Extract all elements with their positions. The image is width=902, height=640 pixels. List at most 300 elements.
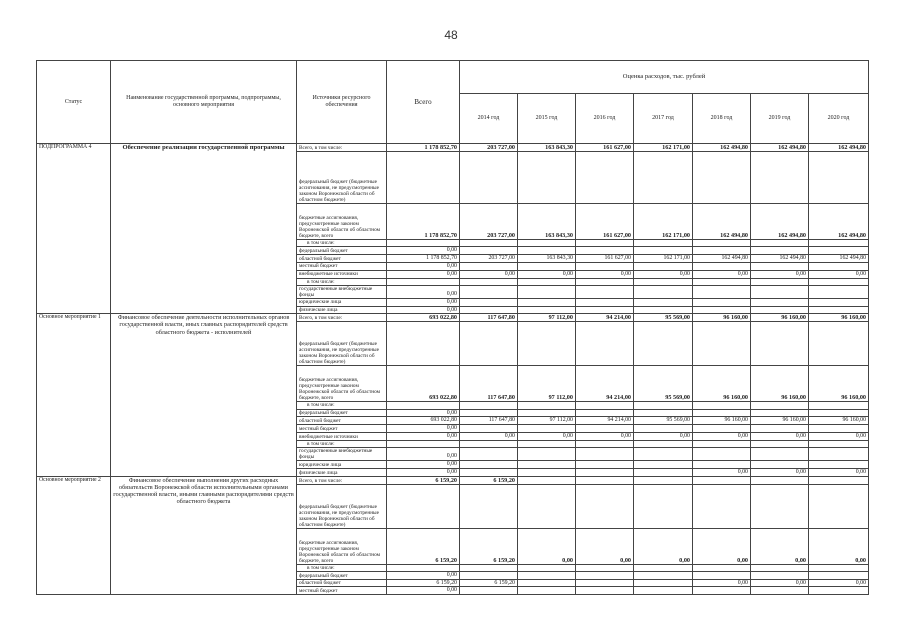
row-year-value: 0,00	[809, 432, 869, 440]
row-year-value: 0,00	[693, 432, 751, 440]
row-year-value	[576, 440, 634, 447]
row-total: 6 159,20	[387, 579, 460, 587]
row-year-value	[751, 322, 809, 366]
table-row	[37, 314, 869, 322]
row-year-value: 0,00	[809, 579, 869, 587]
row-total	[387, 322, 460, 366]
row-source: внебюджетные источники	[297, 270, 387, 278]
row-total: 0,00	[387, 409, 460, 417]
row-year-value: 95 569,00	[634, 417, 693, 425]
row-total	[387, 440, 460, 447]
row-year-value	[576, 484, 634, 528]
row-year-value: 96 160,00	[693, 314, 751, 322]
row-year-value	[576, 579, 634, 587]
row-year-value: 162 171,00	[634, 254, 693, 262]
row-status: Основное мероприятие 2	[37, 476, 111, 595]
row-program-name: Финансовое обеспечение деятельности исполнительных органов государственной власти, иных главных распорядителей средств областного бюджета - исполнителей	[111, 314, 297, 476]
row-year-value: 97 112,00	[518, 366, 576, 402]
row-year-value: 0,00	[576, 432, 634, 440]
row-year-value	[634, 306, 693, 314]
row-source: местный бюджет	[297, 262, 387, 270]
row-year-value	[751, 447, 809, 460]
row-year-value: 0,00	[751, 270, 809, 278]
row-year-value	[634, 240, 693, 247]
header-year: 2018 год	[693, 93, 751, 143]
row-source: юридические лица	[297, 298, 387, 306]
row-year-value: 0,00	[518, 528, 576, 564]
row-year-value	[751, 564, 809, 571]
row-year-value	[518, 440, 576, 447]
row-year-value	[518, 461, 576, 469]
row-year-value	[751, 476, 809, 484]
row-year-value	[518, 247, 576, 255]
row-year-value	[460, 298, 518, 306]
row-year-value: 96 160,00	[693, 417, 751, 425]
row-year-value	[576, 306, 634, 314]
row-source: государственные внебюджетные фонды	[297, 447, 387, 460]
row-year-value	[460, 278, 518, 285]
row-year-value: 0,00	[809, 270, 869, 278]
row-year-value: 0,00	[693, 468, 751, 476]
row-year-value	[576, 278, 634, 285]
row-source: федеральный бюджет (бюджетные ассигнования, не предусмотренные законом Воронежской области об областном бюджете)	[297, 152, 387, 204]
row-year-value	[460, 468, 518, 476]
row-year-value	[518, 306, 576, 314]
row-year-value	[518, 564, 576, 571]
row-year-value	[460, 484, 518, 528]
row-year-value	[809, 425, 869, 433]
row-year-value: 162 494,80	[809, 144, 869, 152]
row-total: 693 022,80	[387, 314, 460, 322]
row-year-value: 162 494,80	[809, 204, 869, 240]
row-total: 0,00	[387, 270, 460, 278]
row-year-value	[809, 564, 869, 571]
row-year-value: 117 647,80	[460, 314, 518, 322]
row-year-value	[634, 484, 693, 528]
row-source: федеральный бюджет (бюджетные ассигнования, не предусмотренные законом Воронежской области об областном бюджете)	[297, 484, 387, 528]
row-year-value: 94 214,00	[576, 366, 634, 402]
row-year-value	[634, 447, 693, 460]
row-total	[387, 278, 460, 285]
row-year-value	[809, 484, 869, 528]
row-year-value: 0,00	[751, 528, 809, 564]
row-year-value	[518, 322, 576, 366]
row-year-value	[693, 440, 751, 447]
row-year-value	[634, 564, 693, 571]
row-year-value	[634, 278, 693, 285]
row-total: 0,00	[387, 285, 460, 298]
row-year-value: 163 843,30	[518, 204, 576, 240]
row-year-value	[518, 579, 576, 587]
row-source: в том числе:	[297, 240, 387, 247]
row-year-value	[693, 447, 751, 460]
header-status: Статус	[37, 61, 111, 144]
row-year-value: 96 160,00	[809, 366, 869, 402]
row-source: областной бюджет	[297, 254, 387, 262]
row-source: федеральный бюджет	[297, 247, 387, 255]
row-source: местный бюджет	[297, 587, 387, 595]
row-year-value	[751, 152, 809, 204]
row-year-value: 203 727,00	[460, 204, 518, 240]
row-year-value	[634, 409, 693, 417]
row-total: 0,00	[387, 571, 460, 579]
row-source: в том числе:	[297, 440, 387, 447]
row-year-value	[751, 285, 809, 298]
row-year-value	[634, 476, 693, 484]
row-total: 1 178 852,70	[387, 204, 460, 240]
row-year-value	[460, 306, 518, 314]
table-row	[37, 144, 869, 152]
row-year-value: 0,00	[634, 528, 693, 564]
row-year-value	[576, 425, 634, 433]
row-year-value: 0,00	[751, 468, 809, 476]
row-year-value	[751, 278, 809, 285]
row-total: 0,00	[387, 298, 460, 306]
row-year-value	[634, 152, 693, 204]
row-year-value	[518, 152, 576, 204]
row-year-value	[518, 468, 576, 476]
row-year-value	[809, 402, 869, 409]
row-year-value: 162 494,80	[751, 144, 809, 152]
header-year: 2015 год	[518, 93, 576, 143]
row-total: 0,00	[387, 587, 460, 595]
row-total: 0,00	[387, 306, 460, 314]
row-year-value	[751, 402, 809, 409]
row-year-value	[460, 247, 518, 255]
row-year-value	[576, 285, 634, 298]
page-number: 48	[444, 28, 458, 42]
row-source: внебюджетные источники	[297, 432, 387, 440]
row-year-value	[460, 262, 518, 270]
row-year-value	[809, 409, 869, 417]
row-year-value: 161 627,00	[576, 254, 634, 262]
row-year-value	[751, 571, 809, 579]
row-source: физические лица	[297, 468, 387, 476]
row-year-value: 95 569,00	[634, 314, 693, 322]
row-year-value	[460, 461, 518, 469]
row-year-value	[576, 322, 634, 366]
row-source: в том числе:	[297, 564, 387, 571]
row-year-value	[809, 298, 869, 306]
row-year-value: 0,00	[693, 270, 751, 278]
row-year-value	[751, 461, 809, 469]
row-source: юридические лица	[297, 461, 387, 469]
table-row	[37, 476, 869, 484]
row-total: 693 022,80	[387, 366, 460, 402]
row-year-value	[809, 447, 869, 460]
row-year-value	[460, 425, 518, 433]
row-year-value	[518, 587, 576, 595]
row-year-value	[460, 285, 518, 298]
row-year-value: 0,00	[634, 432, 693, 440]
row-year-value	[576, 468, 634, 476]
row-program-name: Финансовое обеспечение выполнения других расходных обязательств Воронежской области исполнительными органами государственной власти, иными главными распорядителями средств областного бюджета	[111, 476, 297, 595]
row-year-value: 0,00	[576, 528, 634, 564]
row-year-value	[693, 152, 751, 204]
row-year-value: 0,00	[576, 270, 634, 278]
row-year-value	[518, 409, 576, 417]
row-year-value	[518, 484, 576, 528]
row-year-value	[693, 564, 751, 571]
row-year-value	[634, 285, 693, 298]
row-year-value	[809, 285, 869, 298]
row-year-value	[751, 306, 809, 314]
row-year-value	[576, 476, 634, 484]
row-year-value	[576, 240, 634, 247]
row-source: в том числе:	[297, 402, 387, 409]
row-year-value	[518, 425, 576, 433]
row-year-value	[634, 402, 693, 409]
row-year-value: 161 627,00	[576, 204, 634, 240]
header-year: 2019 год	[751, 93, 809, 143]
row-year-value	[576, 262, 634, 270]
row-source: бюджетные ассигнования, предусмотренные законом Воронежской области об областном бюджете, всего	[297, 528, 387, 564]
row-year-value	[634, 468, 693, 476]
row-year-value	[576, 409, 634, 417]
row-year-value	[809, 571, 869, 579]
row-year-value	[576, 447, 634, 460]
row-year-value: 163 843,30	[518, 254, 576, 262]
row-year-value: 0,00	[518, 432, 576, 440]
row-status: Основное мероприятие 1	[37, 314, 111, 476]
row-year-value: 94 214,00	[576, 417, 634, 425]
row-total: 6 159,20	[387, 476, 460, 484]
row-year-value	[751, 440, 809, 447]
row-year-value	[634, 571, 693, 579]
row-year-value	[693, 587, 751, 595]
row-year-value	[693, 262, 751, 270]
row-year-value	[634, 262, 693, 270]
row-year-value	[576, 564, 634, 571]
row-year-value: 162 171,00	[634, 204, 693, 240]
row-year-value	[634, 579, 693, 587]
row-year-value	[693, 298, 751, 306]
row-year-value: 96 160,00	[809, 417, 869, 425]
row-year-value	[460, 409, 518, 417]
row-year-value	[576, 152, 634, 204]
row-year-value	[693, 285, 751, 298]
row-year-value: 97 112,00	[518, 417, 576, 425]
row-year-value: 203 727,00	[460, 144, 518, 152]
row-year-value: 96 160,00	[809, 314, 869, 322]
row-year-value	[518, 240, 576, 247]
row-year-value	[751, 425, 809, 433]
row-year-value	[576, 402, 634, 409]
row-year-value	[518, 476, 576, 484]
header-year: 2017 год	[634, 93, 693, 143]
row-year-value: 94 214,00	[576, 314, 634, 322]
row-total: 693 022,80	[387, 417, 460, 425]
row-total	[387, 152, 460, 204]
row-year-value: 0,00	[693, 579, 751, 587]
row-year-value	[751, 298, 809, 306]
row-year-value	[460, 402, 518, 409]
row-year-value	[809, 306, 869, 314]
header-year: 2020 год	[809, 93, 869, 143]
row-year-value	[518, 298, 576, 306]
row-year-value	[693, 322, 751, 366]
row-year-value: 0,00	[634, 270, 693, 278]
row-source: областной бюджет	[297, 417, 387, 425]
header-year: 2014 год	[460, 93, 518, 143]
row-year-value	[809, 262, 869, 270]
row-total: 0,00	[387, 461, 460, 469]
row-year-value	[634, 298, 693, 306]
row-year-value: 203 727,00	[460, 254, 518, 262]
row-year-value	[576, 461, 634, 469]
row-total: 0,00	[387, 447, 460, 460]
row-year-value	[693, 409, 751, 417]
row-year-value	[751, 409, 809, 417]
row-year-value	[518, 285, 576, 298]
row-source: бюджетные ассигнования, предусмотренные законом Воронежской области об областном бюджете, всего	[297, 366, 387, 402]
row-year-value: 0,00	[460, 432, 518, 440]
row-year-value	[751, 262, 809, 270]
row-year-value	[576, 571, 634, 579]
row-year-value	[809, 461, 869, 469]
row-source: федеральный бюджет	[297, 409, 387, 417]
row-year-value	[518, 447, 576, 460]
budget-table	[36, 60, 869, 595]
row-year-value: 96 160,00	[751, 366, 809, 402]
row-year-value	[693, 306, 751, 314]
row-source: федеральный бюджет	[297, 571, 387, 579]
row-year-value	[460, 571, 518, 579]
row-year-value	[809, 240, 869, 247]
row-year-value	[576, 298, 634, 306]
row-source: местный бюджет	[297, 425, 387, 433]
row-year-value	[693, 247, 751, 255]
row-status: ПОДПРОГРАММА 4	[37, 144, 111, 314]
row-source: федеральный бюджет (бюджетные ассигнования, не предусмотренные законом Воронежской области об областном бюджете)	[297, 322, 387, 366]
row-year-value	[809, 152, 869, 204]
row-source: Всего, в том числе:	[297, 144, 387, 152]
row-year-value: 95 569,00	[634, 366, 693, 402]
row-year-value: 6 159,20	[460, 476, 518, 484]
row-source: Всего, в том числе:	[297, 476, 387, 484]
row-year-value	[576, 247, 634, 255]
row-year-value	[809, 278, 869, 285]
row-year-value: 96 160,00	[693, 366, 751, 402]
row-program-name: Обеспечение реализации государственной программы	[111, 144, 297, 314]
row-year-value: 0,00	[809, 468, 869, 476]
row-year-value	[460, 322, 518, 366]
row-year-value: 163 843,30	[518, 144, 576, 152]
row-total	[387, 240, 460, 247]
row-year-value	[634, 461, 693, 469]
row-year-value: 97 112,00	[518, 314, 576, 322]
row-year-value	[693, 476, 751, 484]
row-year-value: 162 494,80	[809, 254, 869, 262]
row-year-value	[460, 587, 518, 595]
row-year-value	[693, 571, 751, 579]
row-year-value	[693, 240, 751, 247]
row-total: 0,00	[387, 425, 460, 433]
row-year-value: 0,00	[518, 270, 576, 278]
row-year-value	[751, 484, 809, 528]
row-year-value	[693, 278, 751, 285]
row-total: 1 178 852,70	[387, 144, 460, 152]
header-total: Всего	[387, 61, 460, 144]
row-year-value: 0,00	[751, 432, 809, 440]
row-year-value	[751, 587, 809, 595]
row-year-value	[460, 447, 518, 460]
row-year-value: 0,00	[751, 579, 809, 587]
row-year-value: 6 159,20	[460, 528, 518, 564]
row-year-value: 162 494,80	[751, 254, 809, 262]
row-year-value: 162 494,80	[693, 144, 751, 152]
row-year-value	[460, 564, 518, 571]
row-year-value	[634, 247, 693, 255]
row-year-value	[809, 322, 869, 366]
row-year-value: 0,00	[693, 528, 751, 564]
row-total	[387, 484, 460, 528]
row-total: 0,00	[387, 468, 460, 476]
row-total: 0,00	[387, 247, 460, 255]
row-year-value	[693, 461, 751, 469]
row-year-value	[693, 425, 751, 433]
row-year-value: 6 159,20	[460, 579, 518, 587]
row-year-value: 96 160,00	[751, 417, 809, 425]
row-year-value	[751, 240, 809, 247]
row-total: 0,00	[387, 262, 460, 270]
row-year-value: 0,00	[460, 270, 518, 278]
table-body	[37, 144, 869, 595]
row-year-value	[634, 425, 693, 433]
row-total: 6 159,20	[387, 528, 460, 564]
row-year-value	[518, 402, 576, 409]
row-year-value	[518, 262, 576, 270]
row-year-value: 117 647,80	[460, 417, 518, 425]
row-total	[387, 402, 460, 409]
row-source: государственные внебюджетные фонды	[297, 285, 387, 298]
row-source: бюджетные ассигнования, предусмотренные законом Воронежской области об областном бюджете, всего	[297, 204, 387, 240]
row-year-value	[460, 152, 518, 204]
row-source: в том числе:	[297, 278, 387, 285]
row-year-value: 161 627,00	[576, 144, 634, 152]
row-source: областной бюджет	[297, 579, 387, 587]
row-year-value	[693, 402, 751, 409]
row-year-value: 162 494,80	[693, 254, 751, 262]
row-source: физические лица	[297, 306, 387, 314]
row-source: Всего, в том числе:	[297, 314, 387, 322]
row-year-value: 162 494,80	[693, 204, 751, 240]
row-total: 1 178 852,70	[387, 254, 460, 262]
row-year-value	[809, 587, 869, 595]
row-year-value	[576, 587, 634, 595]
row-year-value	[634, 587, 693, 595]
header-name: Наименование государственной программы, подпрограммы, основного мероприятия	[111, 61, 297, 144]
row-year-value	[518, 571, 576, 579]
row-total: 0,00	[387, 432, 460, 440]
row-year-value	[809, 440, 869, 447]
row-year-value: 162 494,80	[751, 204, 809, 240]
row-year-value: 162 171,00	[634, 144, 693, 152]
row-year-value	[634, 322, 693, 366]
header-estimate: Оценка расходов, тыс. рублей	[460, 61, 869, 94]
header-source: Источники ресурсного обеспечения	[297, 61, 387, 144]
row-year-value	[518, 278, 576, 285]
header-year: 2016 год	[576, 93, 634, 143]
row-year-value	[634, 440, 693, 447]
row-total	[387, 564, 460, 571]
row-year-value	[460, 440, 518, 447]
row-year-value: 117 647,80	[460, 366, 518, 402]
row-year-value	[693, 484, 751, 528]
row-year-value: 96 160,00	[751, 314, 809, 322]
row-year-value	[809, 476, 869, 484]
row-year-value	[460, 240, 518, 247]
